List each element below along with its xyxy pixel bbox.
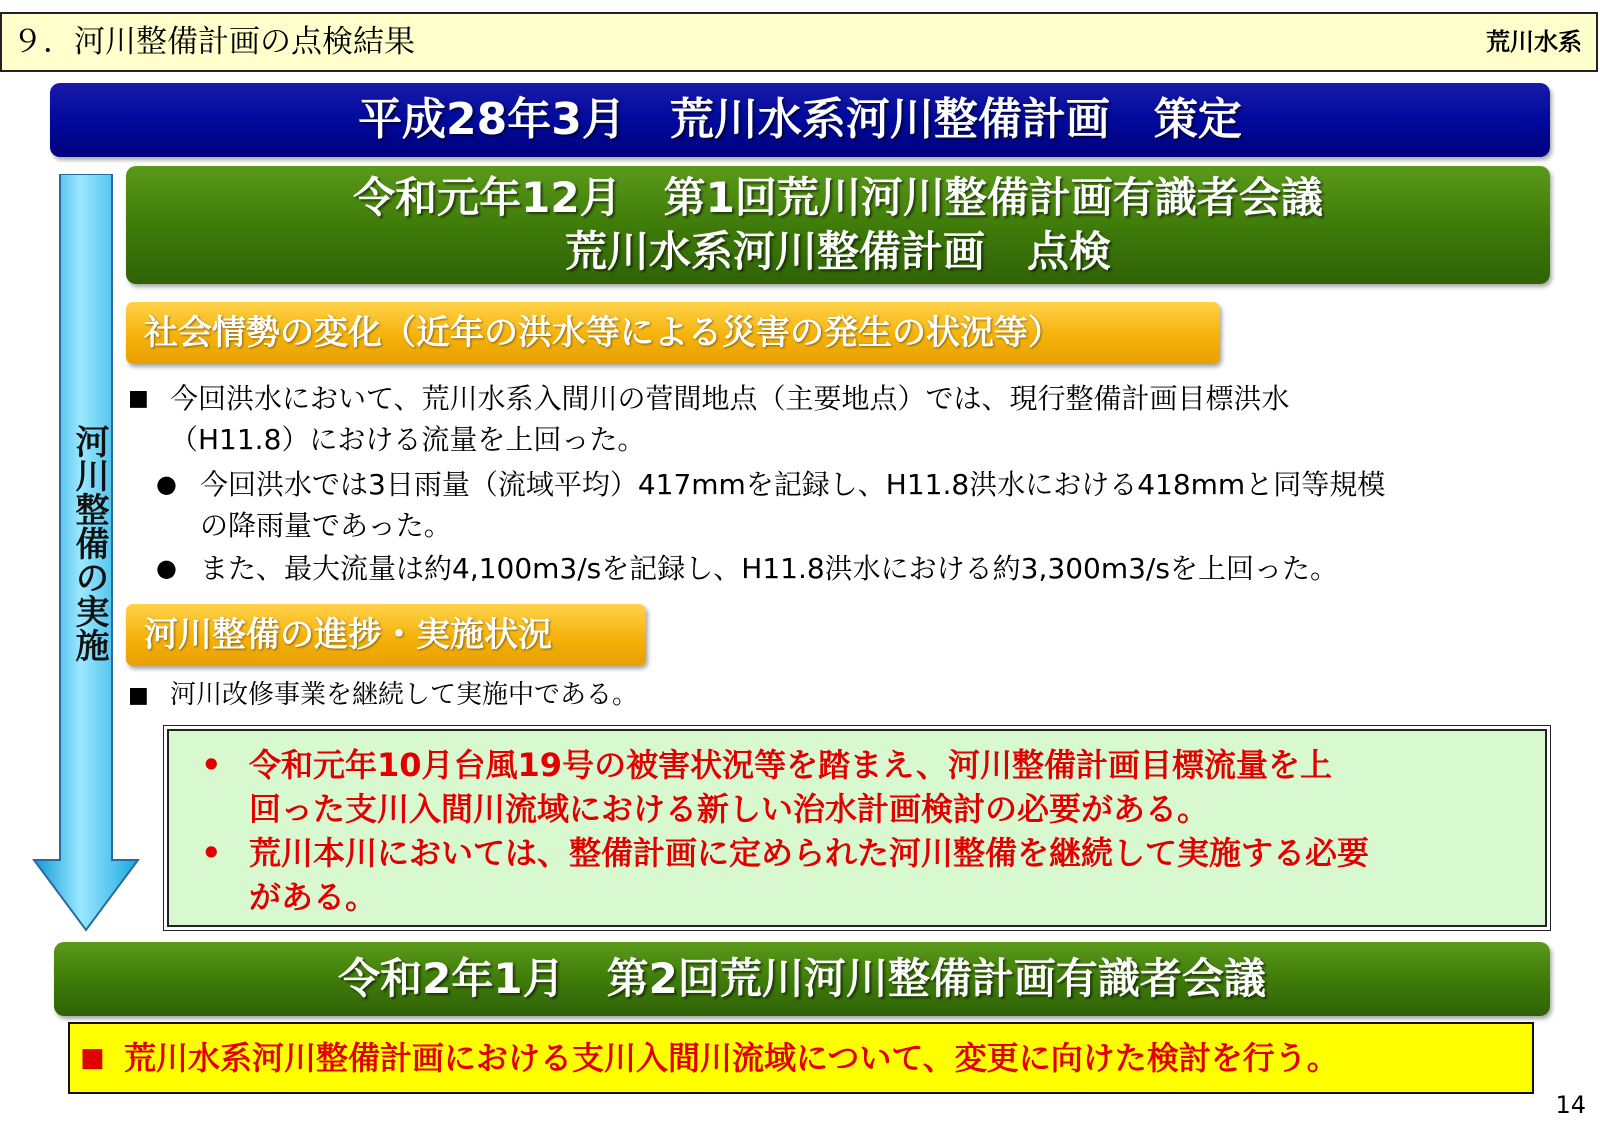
first-meeting-banner: [126, 166, 1550, 284]
conclusion-text: 荒川水系河川整備計画における支川入間川流域について、変更に向けた検討を行う。: [124, 1039, 1339, 1077]
dot-bullet-icon: ●: [156, 554, 177, 582]
progress-text: 河川改修事業を継続して実施中である。: [170, 680, 639, 710]
max-flow-line: また、最大流量は約4,100m3/sを記録し、H11.8洪水における約3,300m3/sを上回った。: [200, 552, 1338, 585]
conclusion-bullet-icon: ■: [80, 1043, 105, 1073]
plan-inspection-title: 荒川水系河川整備計画 点検: [564, 227, 1111, 276]
square-bullet-icon: ■: [128, 386, 149, 411]
finding-2-line-2: がある。: [249, 878, 378, 916]
square-bullet-icon: ■: [128, 683, 149, 708]
rainfall-line-2: の降雨量であった。: [200, 509, 452, 542]
river-improvement-implementation-label: 河川整備の実施: [69, 424, 109, 662]
second-meeting-banner: 令和2年1月 第2回荒川河川整備計画有識者会議: [54, 942, 1550, 1016]
finding-1-line-2: 回った支川入間川流域における新しい治水計画検討の必要がある。: [249, 790, 1210, 828]
rainfall-line-1: 今回洪水では3日雨量（流域平均）417mmを記録し、H11.8洪水における418mmと同等規模: [200, 468, 1386, 501]
first-meeting-title: 令和元年12月 第1回荒川河川整備計画有識者会議: [353, 173, 1323, 222]
progress-status-label: 河川整備の進捗・実施状況: [126, 604, 646, 666]
conclusion-box: [68, 1022, 1534, 1094]
slide-title: ９．河川整備計画の点検結果: [12, 24, 415, 60]
findings-bullet-icon: •: [201, 834, 222, 872]
flood-finding-line-2: （H11.8）における流量を上回った。: [170, 423, 646, 456]
slide-header: [0, 12, 1598, 72]
finding-1-line-1: 令和元年10月台風19号の被害状況等を踏まえ、河川整備計画目標流量を上: [249, 746, 1332, 784]
dot-bullet-icon: ●: [156, 470, 177, 498]
flood-finding-line-1: 今回洪水において、荒川水系入間川の菅間地点（主要地点）では、現行整備計画目標洪水: [170, 382, 1290, 415]
social-conditions-label: 社会情勢の変化（近年の洪水等による災害の発生の状況等）: [126, 302, 1220, 364]
findings-bullet-icon: •: [201, 746, 222, 784]
finding-2-line-1: 荒川本川においては、整備計画に定められた河川整備を継続して実施する必要: [249, 834, 1370, 872]
findings-box: [167, 729, 1547, 927]
water-system-label: 荒川水系: [1486, 28, 1582, 56]
page-number: 14: [1555, 1091, 1586, 1119]
plan-established-banner: 平成28年3月 荒川水系河川整備計画 策定: [50, 83, 1550, 157]
